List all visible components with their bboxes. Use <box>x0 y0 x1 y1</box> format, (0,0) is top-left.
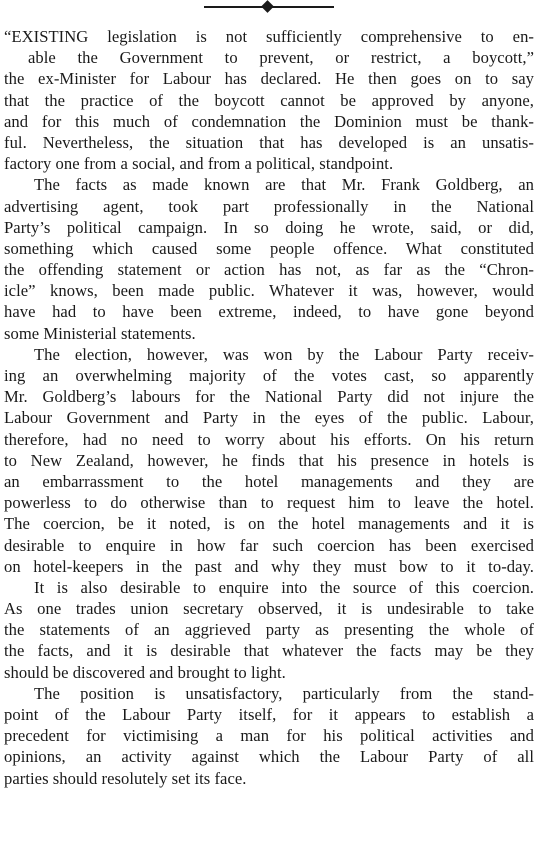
text-line: Labour Government and Party in the eyes of the public. Labour, <box>4 408 534 428</box>
text-line: opinions, an activity against which the Labour Party of all <box>4 747 534 767</box>
text-line: Party’s political campaign. In so doing he wrote, said, or did, <box>4 217 534 237</box>
text-line: Mr. Goldberg’s labours for the National Party did not injure the <box>4 387 534 407</box>
text-line: factory one from a social, and from a political, standpoint. <box>4 154 394 174</box>
text-line: parties should resolutely set its face. <box>4 768 247 788</box>
text-line: ful. Nevertheless, the situation that has developed is an unsatis- <box>4 132 534 152</box>
text-line: able the Government to prevent, or restrict, a boycott,” <box>28 48 534 68</box>
paragraph-2 <box>4 174 534 344</box>
text-line: to New Zealand, however, he finds that his presence in hotels is <box>4 450 534 470</box>
text-line: powerless to do otherwise than to request him to leave the hotel. <box>4 493 534 513</box>
text-line: an embarrassment to the hotel managements and they are <box>4 471 534 491</box>
text-line: should be discovered and brought to light. <box>4 662 286 682</box>
text-line: The election, however, was won by the Labour Party receiv- <box>34 344 534 364</box>
text-line: point of the Labour Party itself, for it appears to establish a <box>4 705 534 724</box>
paragraph-1 <box>4 26 534 174</box>
paragraph-4 <box>4 577 534 683</box>
text-line: The position is unsatisfactory, particularly from the stand- <box>34 683 534 703</box>
text-line: on hotel-keepers in the past and why they must bow to it to-day. <box>4 556 534 576</box>
text-line: some Ministerial statements. <box>4 323 196 343</box>
text-line: The coercion, be it noted, is on the hotel managements and it is <box>4 514 534 534</box>
text-line: icle” knows, been made public. Whatever it was, however, would <box>4 281 534 301</box>
text-line: It is also desirable to enquire into the source of this coercion. <box>34 577 534 597</box>
text-line: the offending statement or action has not, as far as the “Chron- <box>4 260 534 280</box>
text-line: the facts, and it is desirable that whatever the facts may be they <box>4 641 534 661</box>
text-line: that the practice of the boycott cannot be approved by anyone, <box>4 90 534 110</box>
text-line: the ex-Minister for Labour has declared. He then goes on to say <box>4 69 534 89</box>
text-line: advertising agent, took part professionally in the National <box>4 196 534 216</box>
text-line: therefore, had no need to worry about his efforts. On his return <box>4 429 534 449</box>
text-line: something which caused some people offence. What constituted <box>4 238 534 258</box>
text-line: The facts as made known are that Mr. Frank Goldberg, an <box>34 175 534 195</box>
divider-ornament <box>261 0 274 13</box>
text-line: and for this much of condemnation the Dominion must be thank- <box>4 111 534 131</box>
paragraph-5 <box>4 683 534 789</box>
text-line: the statements of an aggrieved party as presenting the whole of <box>4 620 534 640</box>
text-line: “EXISTING legislation is not sufficiently comprehensive to en- <box>4 27 534 46</box>
text-line: precedent for victimising a man for his political activities and <box>4 726 534 746</box>
text-line: desirable to enquire in how far such coercion has been exercised <box>4 535 534 555</box>
text-line: have had to have been extreme, indeed, to have gone beyond <box>4 302 534 322</box>
text-line: ing an overwhelming majority of the votes cast, so apparently <box>4 366 534 385</box>
paragraph-3 <box>4 344 534 577</box>
text-line: As one trades union secretary observed, it is undesirable to take <box>4 599 534 619</box>
editorial-article <box>4 26 534 789</box>
